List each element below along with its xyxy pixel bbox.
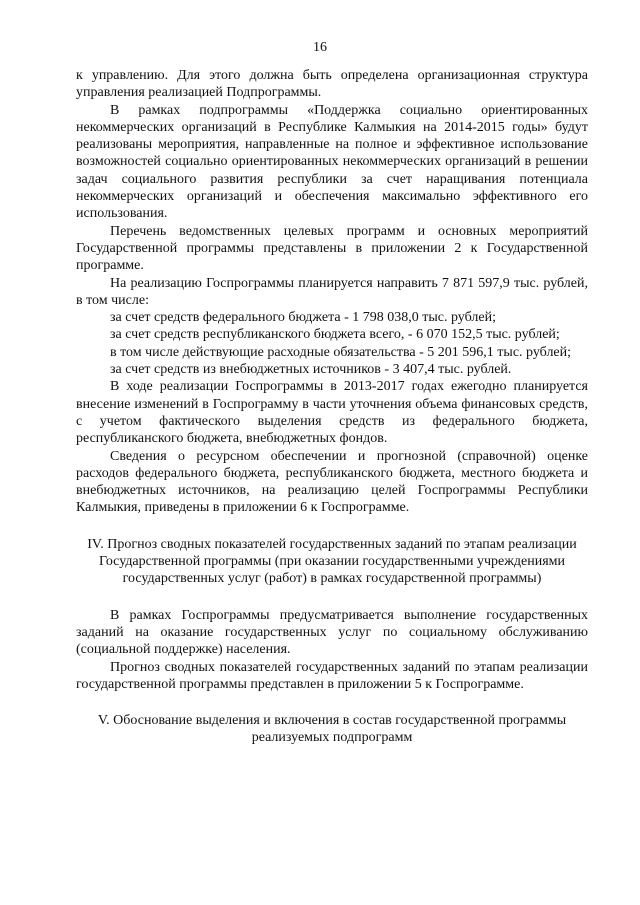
section-body-1 <box>76 67 588 517</box>
paragraph: за счет средств республиканского бюджета всего, - 6 070 152,5 тыс. рублей; <box>110 327 560 343</box>
paragraph: за счет средств федерального бюджета - 1 798 038,0 тыс. рублей; <box>110 310 496 326</box>
paragraph: В рамках подпрограммы «Поддержка социально ориентированных некоммерческих организаций в Республике Калмыкия на 2014-2015 годы» будут реализованы мероприятия, направленные на полное и эффективное использование возможностей социально ориентированных некоммерческих организаций в решении задач социального развития республики за счет наращивания потенциала некоммерческих организаций и обеспечения максимально эффективного его использования. <box>76 102 588 222</box>
paragraph: На реализацию Госпрограммы планируется направить 7 871 597,9 тыс. рублей, в том числе: <box>76 275 588 308</box>
section-heading-iv: IV. Прогноз сводных показателей государственных заданий по этапам реализации Государственной программы (при оказании государственными учреждениями государственных услуг (работ) в рамках государственной программы) <box>87 536 577 587</box>
paragraph: В ходе реализации Госпрограммы в 2013-2017 годах ежегодно планируется внесение изменений в Госпрограмму в части уточнения объема финансовых средств, с учетом фактического выделения средств из федерального бюджета, республиканского бюджета, внебюджетных фондов. <box>76 379 588 447</box>
section-body-2 <box>76 607 588 693</box>
page-content <box>76 67 588 747</box>
paragraph: в том числе действующие расходные обязательства - 5 201 596,1 тыс. рублей; <box>110 344 572 360</box>
paragraph: за счет средств из внебюджетных источников - 3 407,4 тыс. рублей. <box>110 362 512 378</box>
paragraph: Перечень ведомственных целевых программ и основных мероприятий Государственной программы представлены в приложении 2 к Государственной программе. <box>76 223 588 274</box>
paragraph: В рамках Госпрограммы предусматривается выполнение государственных заданий на оказание государственных услуг по социальному обслуживанию (социальной поддержке) населения. <box>76 607 588 658</box>
section-heading-v: V. Обоснование выделения и включения в состав государственной программы реализуемых подпрограмм <box>97 713 567 746</box>
page-number: 16 <box>313 40 327 55</box>
paragraph: Сведения о ресурсном обеспечении и прогнозной (справочной) оценке расходов федерального бюджета, республиканского бюджета, местного бюджета и внебюджетных источников, на реализацию целей Госпрограммы Республики Калмыкия, приведены в приложении 6 к Госпрограмме. <box>76 448 588 516</box>
paragraph: Прогноз сводных показателей государственных заданий по этапам реализации государственной программы представлен в приложении 5 к Госпрограмме. <box>76 659 588 692</box>
paragraph: к управлению. Для этого должна быть определена организационная структура управления реализацией Подпрограммы. <box>76 68 588 101</box>
